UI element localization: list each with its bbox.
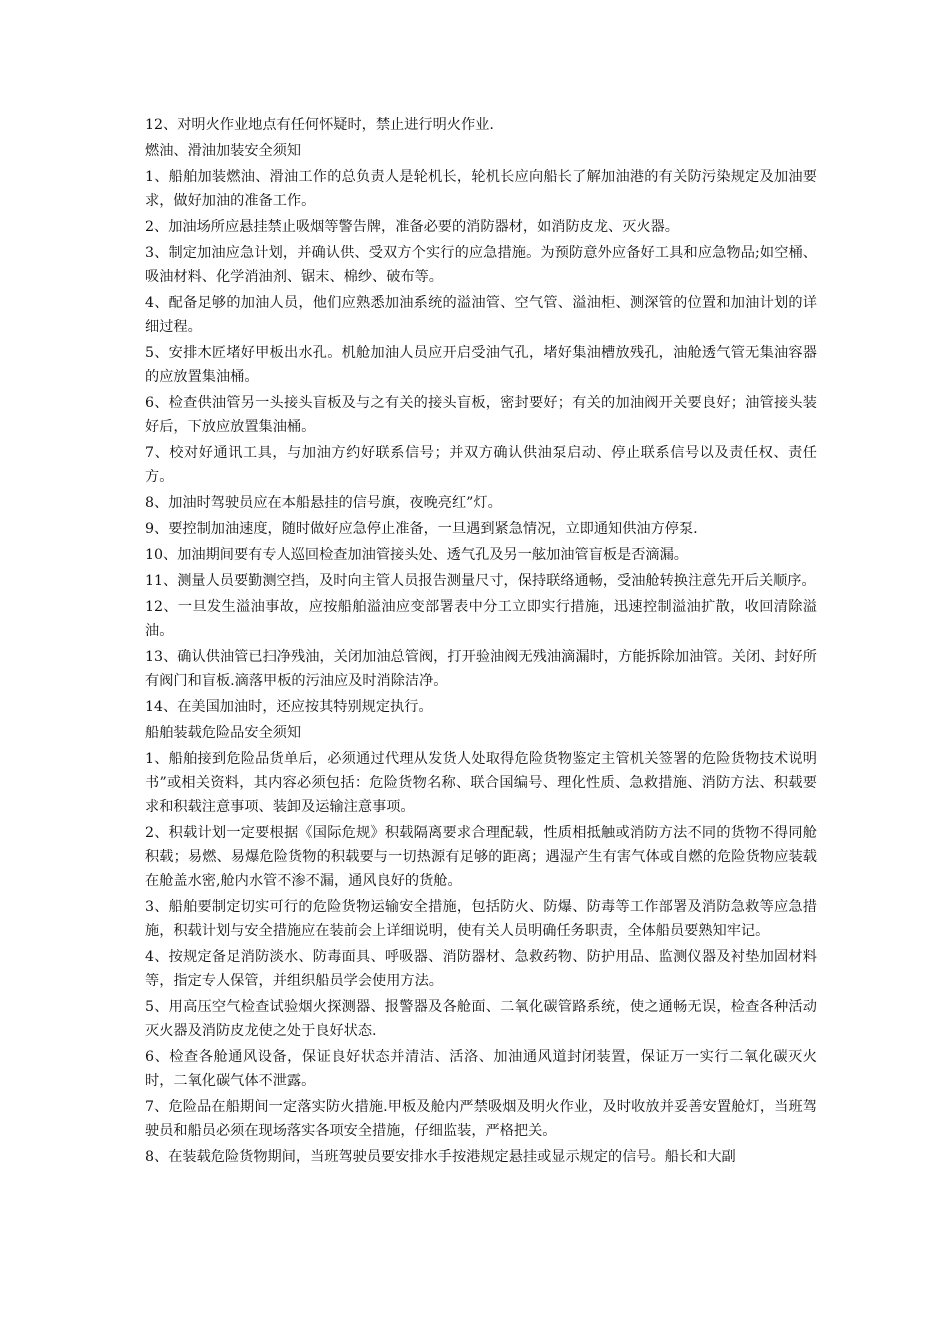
paragraph: 8、在装载危险货物期间，当班驾驶员要安排水手按港规定悬挂或显示规定的信号。船长和大副 (145, 1149, 736, 1165)
paragraph: 2、加油场所应悬挂禁止吸烟等警告牌，准备必要的消防器材，如消防皮龙、灭火器。 (145, 219, 679, 235)
paragraph: 13、确认供油管已扫净残油，关闭加油总管阀，打开验油阀无残油滴漏时，方能拆除加油管。关闭、封好所有阀门和盲板.滴落甲板的污油应及时消除洁净。 (145, 649, 817, 689)
paragraph: 7、校对好通讯工具，与加油方约好联系信号；并双方确认供油泵启动、停止联系信号以及责任权、责任方。 (145, 445, 817, 485)
paragraph: 3、船舶要制定切实可行的危险货物运输安全措施，包括防火、防爆、防毒等工作部署及消防急救等应急措施，积载计划与安全措施应在装前会上详细说明，使有关人员明确任务职责，全体船员要熟知牢记。 (145, 899, 817, 939)
paragraph: 5、用高压空气检查试验烟火探测器、报警器及各舱面、二氧化碳管路系统，使之通畅无误，检查各种活动灭火器及消防皮龙使之处于良好状态. (145, 999, 817, 1039)
section-heading: 燃油、滑油加装安全须知 (145, 143, 302, 159)
paragraph: 3、制定加油应急计划，并确认供、受双方个实行的应急措施。为预防意外应备好工具和应急物品;如空桶、吸油材料、化学消油剂、锯末、棉纱、破布等。 (145, 245, 817, 285)
paragraph: 5、安排木匠堵好甲板出水孔。机舱加油人员应开启受油气孔，堵好集油槽放残孔，油舱透气管无集油容器的应放置集油桶。 (145, 345, 817, 385)
paragraph: 14、在美国加油时，还应按其特别规定执行。 (145, 699, 433, 715)
document-page (145, 113, 817, 1171)
section-heading: 船舶装载危险品安全须知 (145, 725, 302, 741)
paragraph: 1、船舶加装燃油、滑油工作的总负责人是轮机长，轮机长应向船长了解加油港的有关防污染规定及加油要求，做好加油的准备工作。 (145, 169, 817, 209)
paragraph: 7、危险品在船期间一定落实防火措施.甲板及舱内严禁吸烟及明火作业，及时收放并妥善安置舱灯，当班驾驶员和船员必须在现场落实各项安全措施，仔细监装，严格把关。 (145, 1099, 817, 1139)
paragraph: 4、按规定备足消防淡水、防毒面具、呼吸器、消防器材、急救药物、防护用品、监测仪器及衬垫加固材料等，指定专人保管，并组织船员学会使用方法。 (145, 949, 817, 989)
paragraph: 4、配备足够的加油人员，他们应熟悉加油系统的溢油管、空气管、溢油柜、测深管的位置和加油计划的详细过程。 (145, 295, 817, 335)
paragraph: 2、积载计划一定要根据《国际危规》积载隔离要求合理配载，性质相抵触或消防方法不同的货物不得同舱积载；易燃、易爆危险货物的积载要与一切热源有足够的距离；遇湿产生有害气体或自燃的危险货物应装载在舱盖水密,舱内水管不渗不漏，通风良好的货舱。 (145, 825, 817, 889)
paragraph: 8、加油时驾驶员应在本船悬挂的信号旗，夜晚亮红”灯。 (145, 495, 502, 511)
paragraph: 9、要控制加油速度，随时做好应急停止准备，一旦遇到紧急情况，立即通知供油方停泵. (145, 521, 698, 537)
paragraph: 10、加油期间要有专人巡回检查加油管接头处、透气孔及另一舷加油管盲板是否滴漏。 (145, 547, 688, 563)
paragraph: 1、船舶接到危险品货单后，必须通过代理从发货人处取得危险货物鉴定主管机关签署的危险货物技术说明书”或相关资料，其内容必须包括：危险货物名称、联合国编号、理化性质、急救措施、消防方法、积载要求和积载注意事项、装卸及运输注意事项。 (145, 751, 817, 815)
paragraph: 6、检查各舱通风设备，保证良好状态并清洁、活洛、加油通风道封闭装置，保证万一实行二氧化碳灭火时，二氧化碳气体不泄露。 (145, 1049, 817, 1089)
paragraph: 12、对明火作业地点有任何怀疑时，禁止进行明火作业. (145, 117, 494, 133)
paragraph: 6、检查供油管另一头接头盲板及与之有关的接头盲板，密封要好；有关的加油阀开关要良好；油管接头装好后，下放应放置集油桶。 (145, 395, 817, 435)
paragraph: 11、测量人员要勤测空挡，及时向主管人员报告测量尺寸，保持联络通畅，受油舱转换注意先开后关顺序。 (145, 573, 816, 589)
paragraph: 12、一旦发生溢油事故，应按船舶溢油应变部署表中分工立即实行措施，迅速控制溢油扩散，收回清除溢油。 (145, 599, 817, 639)
